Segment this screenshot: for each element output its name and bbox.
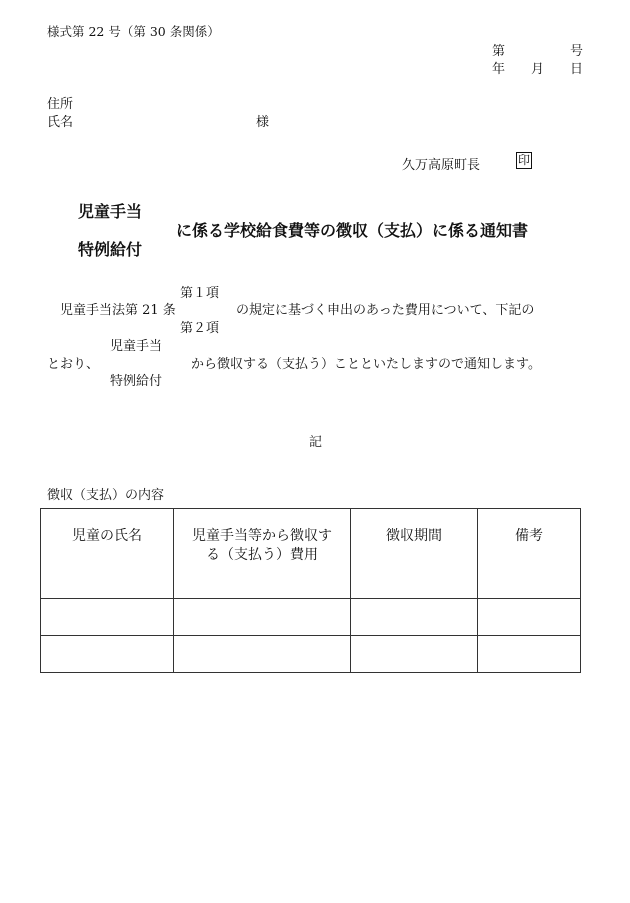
table-cell[interactable]: [351, 599, 478, 636]
name-label: 氏名: [47, 115, 74, 130]
page-title: に係る学校給食費等の徴収（支払）に係る通知書: [176, 221, 529, 240]
section-title: 徴収（支払）の内容: [47, 488, 165, 503]
honorific: 様: [256, 115, 270, 130]
body-line2-prefix: とおり、: [47, 357, 100, 372]
form-reference: 様式第 22 号（第 30 条関係）: [47, 24, 220, 39]
table-row: [41, 636, 581, 673]
title-option-child-allowance: 児童手当: [78, 202, 143, 221]
doc-number-suffix: 号: [570, 44, 584, 59]
header-child-name: 児童の氏名: [41, 509, 174, 599]
table-row: [41, 599, 581, 636]
table-header-row: [41, 509, 581, 599]
body-line1-prefix: 児童手当法第 21 条: [60, 303, 176, 318]
clause-1: 第１項: [180, 286, 220, 301]
seal-mark: 印: [518, 153, 531, 167]
body-line1-suffix: の規定に基づく申出のあった費用について、下記の: [236, 303, 535, 318]
title-option-special-benefit: 特例給付: [78, 240, 143, 259]
date-year: 年: [492, 62, 506, 77]
ki-heading: 記: [309, 435, 323, 450]
table-cell[interactable]: [351, 636, 478, 673]
table-cell[interactable]: [174, 599, 351, 636]
address-label: 住所: [47, 97, 74, 112]
table-cell[interactable]: [478, 636, 581, 673]
header-collected-expense: [174, 509, 351, 599]
body-option-special-benefit: 特例給付: [110, 374, 163, 389]
issuer-name: 久万高原町長: [402, 158, 481, 173]
header-remarks: 備考: [478, 509, 581, 599]
table-cell[interactable]: [478, 599, 581, 636]
table-cell[interactable]: [41, 599, 174, 636]
header-collection-period: 徴収期間: [351, 509, 478, 599]
table-cell[interactable]: [174, 636, 351, 673]
body-line2-suffix: から徴収する（支払う）ことといたしますので通知します。: [191, 357, 541, 372]
date-day: 日: [570, 62, 584, 77]
clause-2: 第２項: [180, 321, 220, 336]
table-cell[interactable]: [41, 636, 174, 673]
doc-number-prefix: 第: [492, 44, 506, 59]
body-option-child-allowance: 児童手当: [110, 339, 163, 354]
header-collected-expense-label: 児童手当等から徴収する（支払う）費用: [192, 528, 332, 563]
date-month: 月: [531, 62, 545, 77]
collection-table: [40, 508, 581, 673]
